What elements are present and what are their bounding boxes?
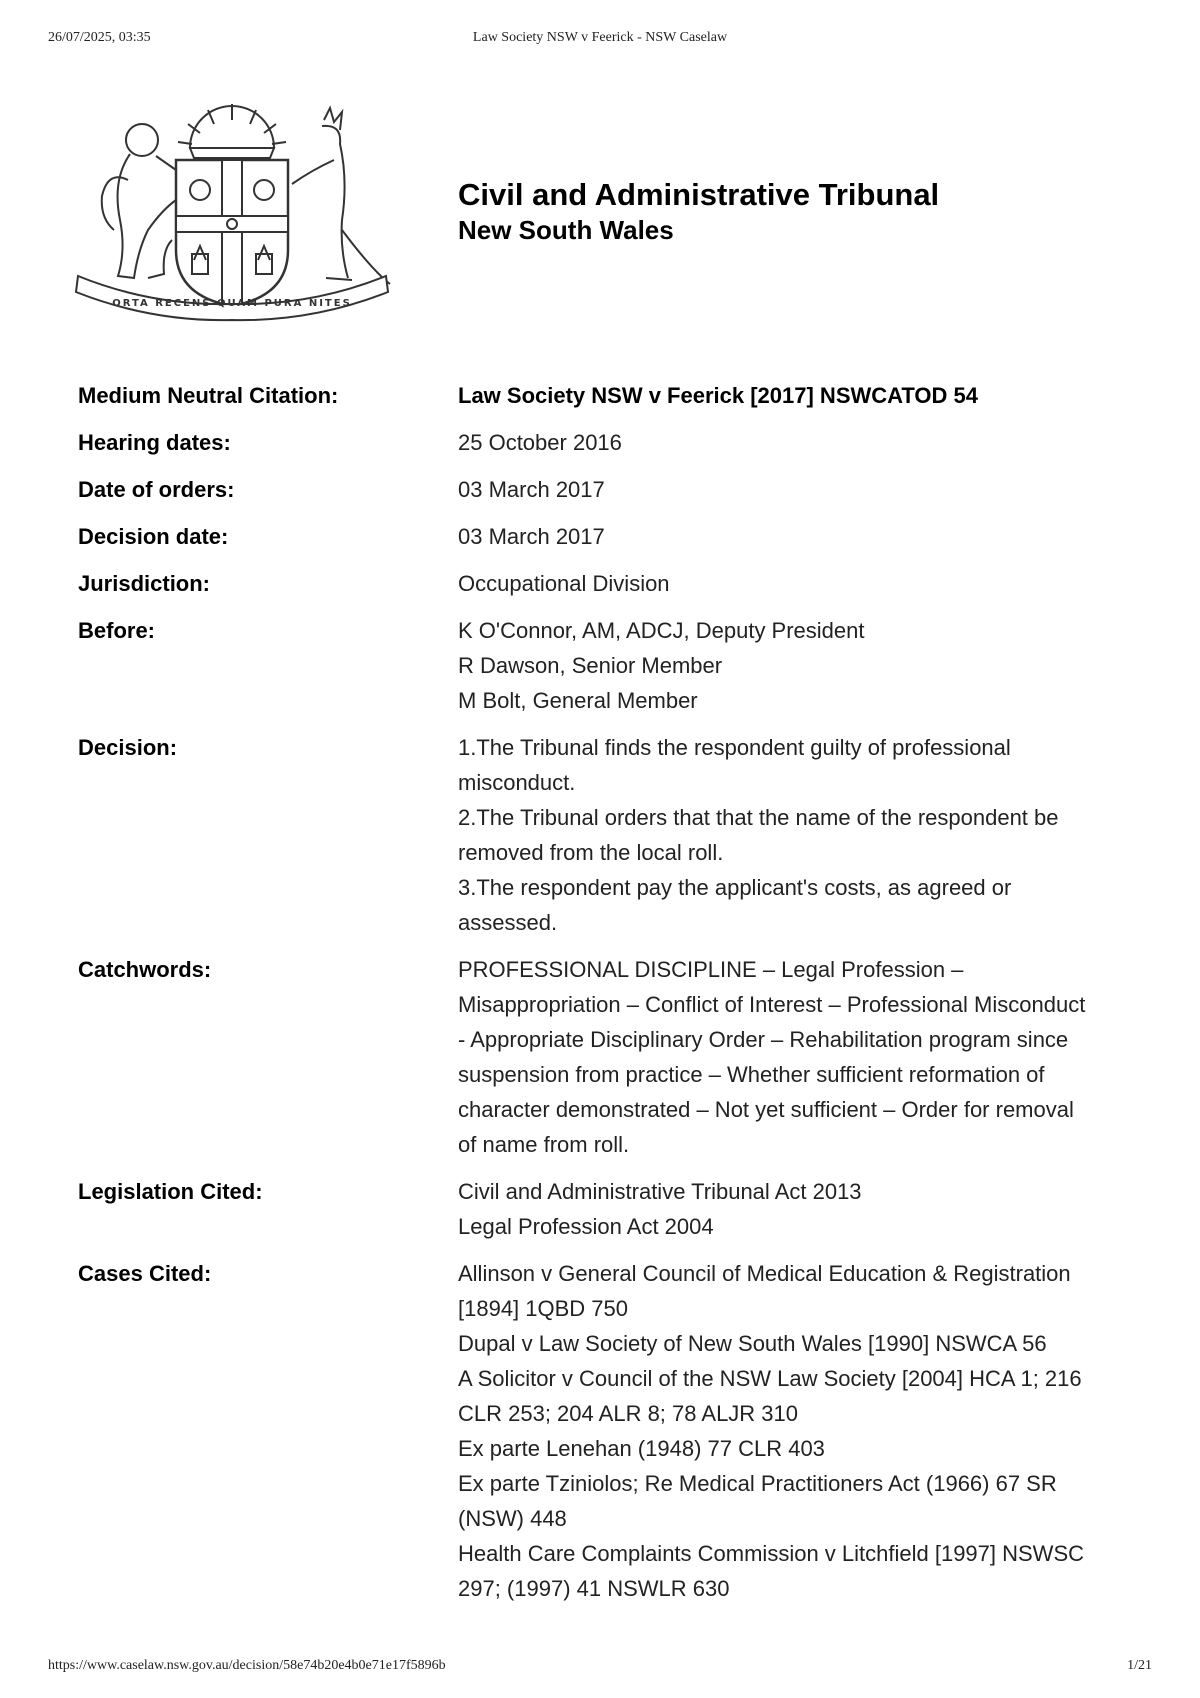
decision-value [458, 730, 1098, 940]
decision-order: 2.The Tribunal orders that that the name of the respondent be removed from the local roll. [458, 805, 1059, 865]
meta-row-before [78, 613, 1128, 718]
meta-row-cases-cited [78, 1256, 1128, 1606]
before-member: M Bolt, General Member [458, 688, 698, 713]
decision-metadata [78, 378, 1128, 1618]
before-value [458, 613, 1098, 718]
motto-text: ORTA RECENS QUAM PURA NITES [112, 298, 352, 309]
shield-icon [176, 160, 288, 306]
legislation-item: Legal Profession Act 2004 [458, 1214, 714, 1239]
jurisdiction-value: Occupational Division [458, 571, 670, 596]
meta-row-date-of-orders [78, 472, 1128, 507]
meta-row-decision [78, 730, 1128, 940]
legislation-cited-label: Legislation Cited: [78, 1179, 263, 1204]
catchwords-label: Catchwords: [78, 957, 212, 982]
kangaroo-supporter-icon [292, 108, 390, 284]
print-footer [0, 1658, 1200, 1680]
case-item: Ex parte Tziniolos; Re Medical Practitioners Act (1966) 67 SR (NSW) 448 [458, 1471, 1057, 1531]
date-of-orders-label: Date of orders: [78, 477, 235, 502]
court-heading [458, 176, 939, 246]
decision-label: Decision: [78, 735, 178, 760]
case-item: Ex parte Lenehan (1948) 77 CLR 403 [458, 1436, 825, 1461]
date-of-orders-value: 03 March 2017 [458, 477, 605, 502]
before-member: R Dawson, Senior Member [458, 653, 723, 678]
before-member: K O'Connor, AM, ADCJ, Deputy President [458, 618, 865, 643]
citation-value: Law Society NSW v Feerick [2017] NSWCATOD 54 [458, 383, 979, 408]
print-page-number: 1/21 [1127, 1658, 1152, 1673]
before-label: Before: [78, 618, 156, 643]
hearing-dates-label: Hearing dates: [78, 430, 231, 455]
cases-cited-label: Cases Cited: [78, 1261, 212, 1286]
print-timestamp: 26/07/2025, 03:35 [48, 30, 151, 45]
catchwords-value: PROFESSIONAL DISCIPLINE – Legal Profession – Misappropriation – Conflict of Interest – Professional Misconduct - Appropriate Disciplinary Order – Rehabilitation program since suspension from practice – Whether sufficient reformation of character demonstrated – Not yet sufficient – Order for removal of name from roll. [458, 957, 1086, 1157]
jurisdiction-label: Jurisdiction: [78, 571, 211, 596]
print-url: https://www.caselaw.nsw.gov.au/decision/58e74b20e4b0e71e17f5896b [48, 1658, 446, 1673]
meta-row-hearing-dates [78, 425, 1128, 460]
court-name: Civil and Administrative Tribunal [458, 177, 940, 212]
meta-row-catchwords [78, 952, 1128, 1162]
rising-sun-icon [178, 104, 286, 158]
print-header [0, 30, 1200, 52]
court-state: New South Wales [458, 215, 674, 245]
hearing-dates-value: 25 October 2016 [458, 430, 622, 455]
decision-order: 1.The Tribunal finds the respondent guilty of professional misconduct. [458, 735, 1011, 795]
meta-row-jurisdiction [78, 566, 1128, 601]
case-item: A Solicitor v Council of the NSW Law Society [2004] HCA 1; 216 CLR 253; 204 ALR 8; 78 ALJR 310 [458, 1366, 1082, 1426]
case-item: Allinson v General Council of Medical Education & Registration [1894] 1QBD 750 [458, 1261, 1071, 1321]
meta-row-decision-date [78, 519, 1128, 554]
nsw-coat-of-arms-icon [72, 100, 392, 330]
decision-date-value: 03 March 2017 [458, 524, 605, 549]
cases-cited-value [458, 1256, 1098, 1606]
decision-date-label: Decision date: [78, 524, 229, 549]
lion-supporter-icon [102, 124, 176, 278]
meta-row-citation [78, 378, 1128, 413]
legislation-cited-value [458, 1174, 1098, 1244]
citation-label: Medium Neutral Citation: [78, 383, 339, 408]
print-page-title: Law Society NSW v Feerick - NSW Caselaw [472, 30, 728, 45]
case-item: Dupal v Law Society of New South Wales [1990] NSWCA 56 [458, 1331, 1047, 1356]
decision-order: 3.The respondent pay the applicant's costs, as agreed or assessed. [458, 875, 1012, 935]
meta-row-legislation-cited [78, 1174, 1128, 1244]
case-item: Health Care Complaints Commission v Litchfield [1997] NSWSC 297; (1997) 41 NSWLR 630 [458, 1541, 1085, 1601]
legislation-item: Civil and Administrative Tribunal Act 2013 [458, 1179, 862, 1204]
